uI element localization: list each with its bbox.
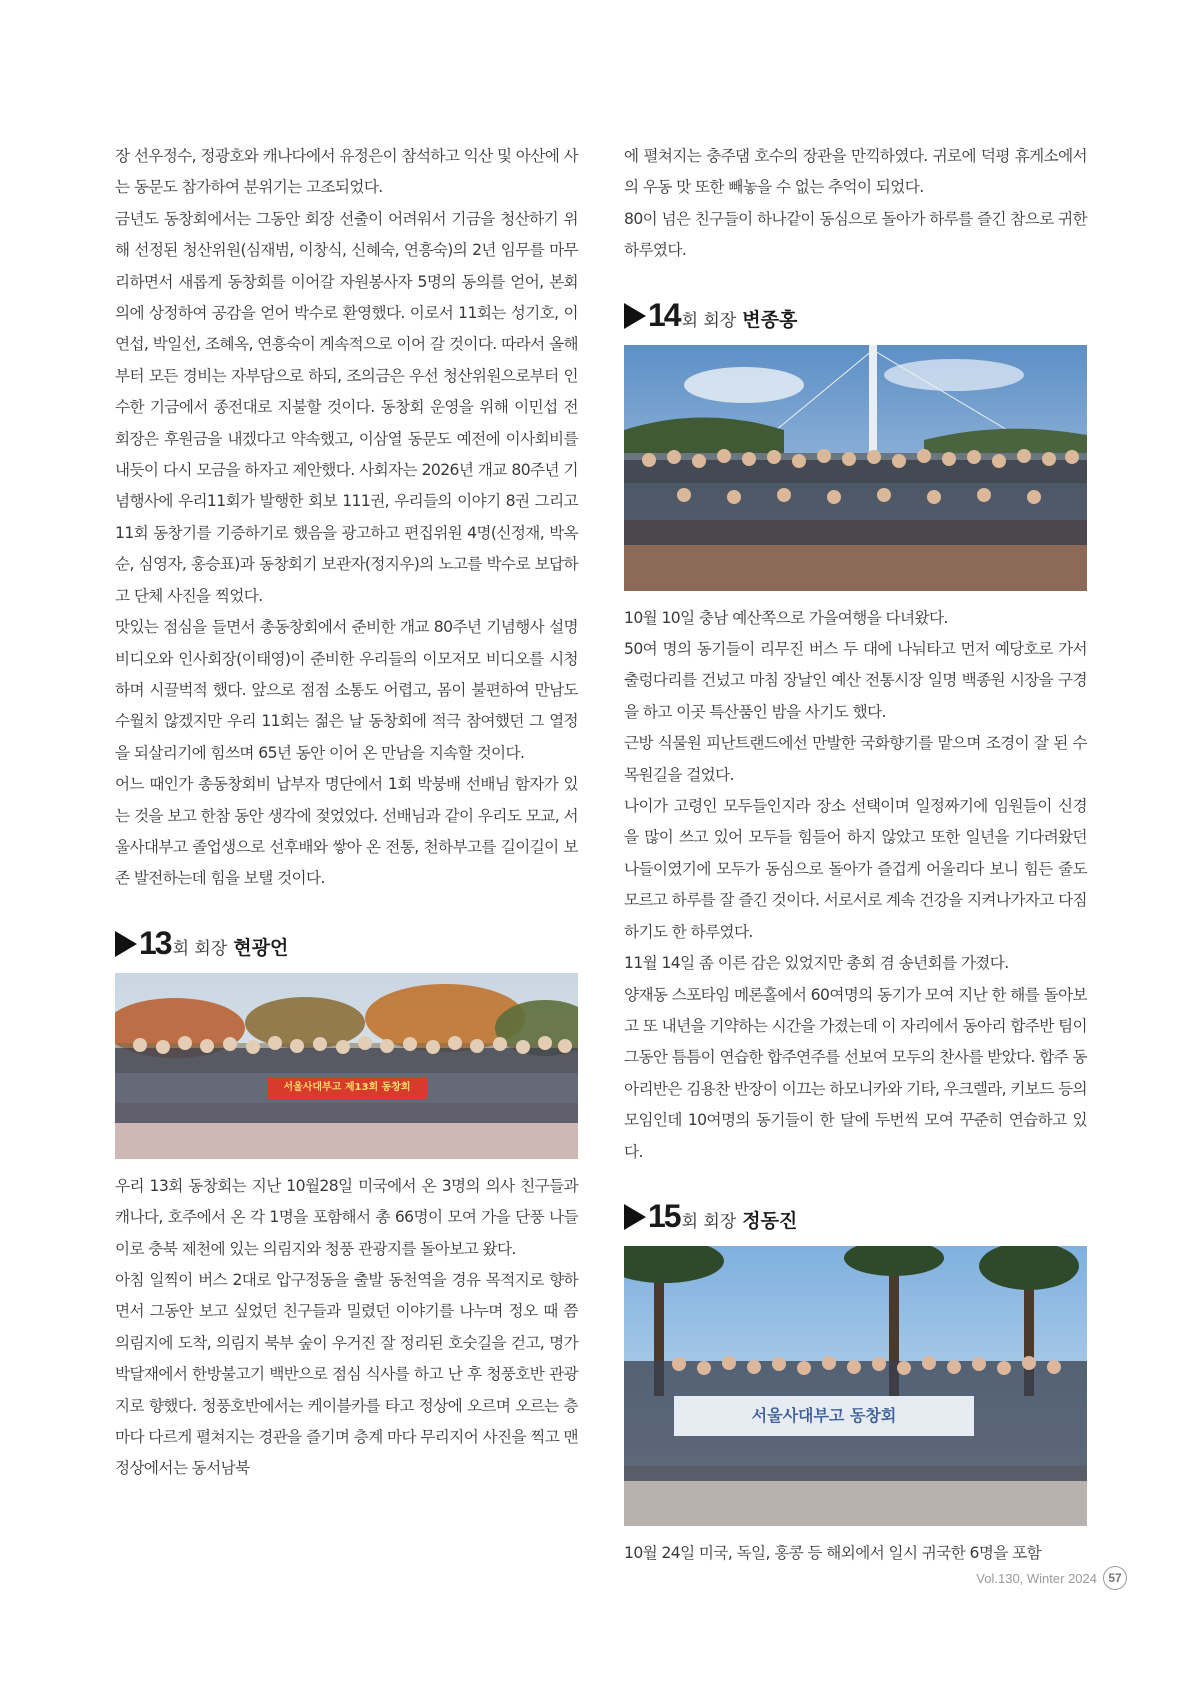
section-14-heading: [624, 297, 1087, 337]
section-14-group-photo: [624, 345, 1087, 591]
continuation-paragraph-1: 에 펼쳐지는 충주댐 호수의 장관을 만끽하였다. 귀로에 덕평 휴게소에서의 우동 맛 또한 빼놓을 수 없는 추억이 되었다.: [624, 147, 1087, 197]
section-14-paragraph-3: 근방 식물원 피난트랜드에선 만발한 국화향기를 맡으며 조경이 잘 된 수목원길을 걸었다.: [624, 734, 1087, 784]
section-13-suffix: 회 회장: [172, 938, 228, 959]
section-15-group-photo: [624, 1246, 1087, 1526]
group-photo-illustration: [624, 345, 1087, 591]
section-13-paragraph-1: 우리 13회 동창회는 지난 10월28일 미국에서 온 3명의 의사 친구들과 캐나다, 호주에서 온 각 1명을 포함해서 총 66명이 모여 가을 단풍 나들이로 충북 제천에 있는 의림지와 청풍 관광지를 돌아보고 왔다.: [115, 1176, 578, 1258]
group-photo-illustration: [624, 1246, 1087, 1526]
intro-paragraph-3: 맛있는 점심을 들면서 총동창회에서 준비한 개교 80주년 기념행사 설명 비디오와 인사회장(이태영)이 준비한 우리들의 이모저모 비디오를 시청하며 시끌벅적 했다. 앞으로 점점 소통도 어렵고, 몸이 불편하여 만남도 수월치 않겠지만 우리 11회는 젊은 날 동창회에 적극 참여했던 그 열정을 되살리기에 힘쓰며 65년 동안 이어 온 만남을 지속할 것이다.: [115, 618, 578, 762]
right-column: [624, 141, 1087, 1569]
section-15-suffix: 회 회장: [681, 1211, 737, 1232]
section-14-suffix: 회 회장: [681, 310, 737, 331]
section-13-group-photo: [115, 973, 578, 1159]
section-14-paragraph-6: 양재동 스포타임 메론홀에서 60여명의 동기가 모여 지난 한 해를 돌아보고 또 내년을 기약하는 시간을 가졌는데 이 자리에서 동아리 합주반 팀이 그동안 틈틈이 연습한 합주연주를 선보여 모두의 찬사를 받았다. 합주 동아리반은 김용찬 반장이 이끄는 하모니카와 기타, 우크렐라, 키보드 등의 모임인데 10여명의 동기들이 한 달에 두번씩 모여 꾸준히 연습하고 있다.: [624, 985, 1088, 1161]
intro-paragraph-1: 장 선우정수, 정광호와 캐나다에서 유정은이 참석하고 익산 및 아산에 사는 동문도 참가하여 분위기는 고조되었다.: [115, 147, 579, 197]
left-column: [115, 141, 578, 1485]
section-13-heading: [115, 925, 578, 965]
section-14-paragraph-2: 50여 명의 동기들이 리무진 버스 두 대에 나눠타고 먼저 예당호로 가서 출렁다리를 건넜고 마침 장날인 예산 전통시장 일명 백종원 시장을 구경을 하고 이곳 특산품인 밤을 사기도 했다.: [624, 640, 1087, 721]
section-15-heading: [624, 1198, 1087, 1238]
intro-paragraph-2: 금년도 동창회에서는 그동안 회장 선출이 어려워서 기금을 청산하기 위해 선정된 청산위원(심재범, 이창식, 신혜숙, 연흥숙)의 2년 임무를 마무리하면서 새롭게 동창회를 이어갈 자원봉사자 5명의 동의를 얻어, 본회의에 상정하여 공감을 얻어 박수로 환영했다. 이로서 11회는 성기호, 이연섭, 박일선, 조혜옥, 연흥숙이 계속적으로 이어 갈 것이다. 따라서 올해부터 모든 경비는 자부담으로 하되, 조의금은 우선 청산위원으로부터 인수한 기금에서 종전대로 지불할 것이다. 동창회 운영을 위해 이민섭 전 회장은 후원금을 내겠다고 약속했고, 이삼열 동문도 예전에 이사회비를 내듯이 다시 모금을 하자고 제안했다. 사회자는 2026년 개교 80주년 기념행사에 우리11회가 발행한 회보 111권, 우리들의 이야기 8권 그리고 11회 동창기를 기증하기로 했음을 광고하고 편집위원 4명(신정재, 박옥순, 심영자, 홍승표)과 동창회기 보관자(정지우)의 노고를 박수로 보답하고 단체 사진을 찍었다.: [115, 209, 578, 605]
page-footer: [976, 1566, 1127, 1590]
triangle-bullet-icon: [115, 931, 137, 957]
continuation-paragraph-2: 80이 넘은 친구들이 하나같이 동심으로 돌아가 하루를 즐긴 참으로 귀한 하루였다.: [624, 209, 1087, 260]
intro-paragraph-4: 어느 때인가 총동창회비 납부자 명단에서 1회 박붕배 선배님 함자가 있는 것을 보고 한참 동안 생각에 젖었었다. 선배님과 같이 우리도 모교, 서울사대부고 졸업생으로 선후배와 쌓아 온 전통, 천하부고를 길이길이 보존 발전하는데 힘을 보탤 것이다.: [115, 775, 578, 888]
section-14-paragraph-5: 11월 14일 좀 이른 감은 있었지만 총회 겸 송년회를 가졌다.: [624, 954, 1009, 973]
section-13-banner-text: 서울사대부고 제13회 동창회: [283, 1081, 411, 1093]
section-14-president-name: 변종홍: [742, 308, 798, 331]
section-14-paragraph-4: 나이가 고령인 모두들인지라 장소 선택이며 일정짜기에 임원들이 신경을 많이 쓰고 있어 모두들 힘들어 하지 않았고 또한 일년을 기다려왔던 나들이였기에 모두가 동심으로 돌아가 즐겁게 어울리다 보니 힘든 줄도 모르고 하루를 잘 즐긴 것이다. 서로서로 계속 건강을 지켜나가자고 다짐하기도 한 하루였다.: [624, 797, 1088, 941]
issue-label: Vol.130, Winter 2024: [976, 1570, 1097, 1586]
section-15-paragraph-1: 10월 24일 미국, 독일, 홍콩 등 해외에서 일시 귀국한 6명을 포함: [624, 1543, 1042, 1562]
group-photo-illustration: [115, 973, 578, 1159]
section-15-president-name: 정동진: [742, 1209, 798, 1232]
triangle-bullet-icon: [624, 303, 646, 329]
triangle-bullet-icon: [624, 1204, 646, 1230]
section-13-paragraph-2: 아침 일찍이 버스 2대로 압구정동을 출발 동천역을 경유 목적지로 향하면서 그동안 보고 싶었던 친구들과 밀렸던 이야기를 나누며 정오 때 쯤 의림지에 도착, 의림지 북부 숲이 우거진 잘 정리된 호숫길을 걷고, 명가박달재에서 한방불고기 백반으로 점심 식사를 하고 난 후 청풍호반 관광지로 향했다. 청풍호반에서는 케이블카를 타고 정상에 오르며 오르는 층 마다 다르게 펼쳐지는 경관을 즐기며 층계 마다 무리지어 사진을 찍고 맨 정상에서는 동서남북: [115, 1270, 579, 1478]
section-14-paragraph-1: 10월 10일 충남 예산쪽으로 가을여행을 다녀왔다.: [624, 608, 948, 627]
page-number-badge: 57: [1103, 1566, 1127, 1590]
section-15-banner-text: 서울사대부고 동창회: [751, 1405, 897, 1425]
section-13-number: 13: [139, 924, 171, 961]
section-14-number: 14: [648, 296, 680, 333]
section-15-number: 15: [648, 1197, 680, 1234]
section-13-president-name: 현광언: [233, 936, 289, 959]
